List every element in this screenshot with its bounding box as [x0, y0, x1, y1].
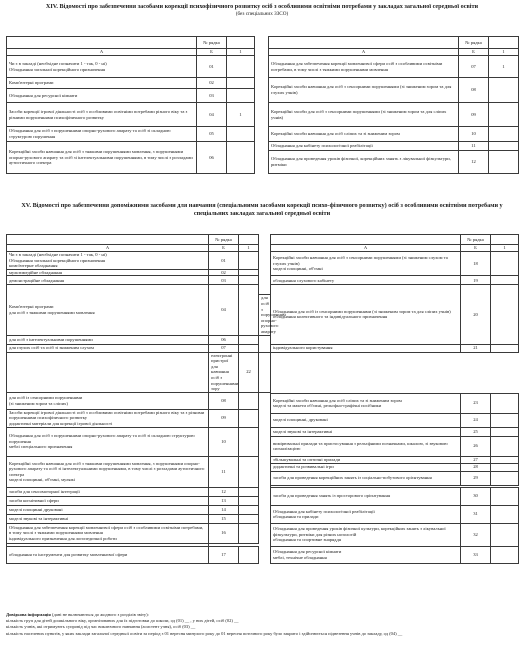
- section1-header: [6, 3, 518, 17]
- row-code: 20: [461, 285, 491, 344]
- row-value-cell[interactable]: [491, 471, 519, 485]
- header-blank: [7, 37, 197, 49]
- row-code: 08: [459, 78, 489, 103]
- row-name: Комп'ютерні програми для осіб з тяжкими порушеннями мовлення: [7, 285, 209, 335]
- section2-header: [6, 202, 518, 217]
- row-code: 13: [209, 496, 239, 505]
- header-col-1: 1: [489, 49, 519, 56]
- row-code: 15: [209, 514, 239, 523]
- row-value-cell[interactable]: [489, 103, 519, 127]
- row-value-cell[interactable]: [489, 151, 519, 174]
- row-value-cell[interactable]: [491, 456, 519, 463]
- row-value-cell[interactable]: [227, 89, 255, 103]
- spacer: [7, 352, 209, 392]
- header-col-a: А: [7, 49, 197, 56]
- spacer: [259, 269, 271, 276]
- spacer: [259, 427, 271, 436]
- row-name: вимірювальні прилади та пристосування з рельєфними позначками, шкалою, зі звуковою сигналізацією: [271, 436, 461, 456]
- header-col-a: А: [269, 49, 459, 56]
- row-code: 02: [209, 269, 239, 276]
- header-blank: [7, 235, 209, 245]
- header-col-1: 1: [491, 245, 519, 252]
- row-value-cell[interactable]: [491, 505, 519, 523]
- spacer: [255, 103, 269, 127]
- row-value-cell[interactable]: 1: [489, 56, 519, 78]
- row-name: для глухих осіб та осіб зі зниженим слухом: [7, 344, 209, 352]
- row-code: 33: [461, 546, 491, 563]
- row-code: 22: [239, 352, 259, 392]
- spacer: [255, 78, 269, 89]
- row-code: 09: [209, 409, 239, 427]
- row-code: 29: [461, 471, 491, 485]
- section1-note: (без спеціальних ЗЗСО): [235, 10, 289, 17]
- row-value-cell[interactable]: [259, 352, 271, 392]
- spacer: [259, 496, 271, 505]
- row-value-cell[interactable]: [239, 276, 259, 285]
- spacer: [259, 514, 271, 523]
- row-code: 11: [209, 456, 239, 487]
- row-value-cell[interactable]: [239, 546, 259, 563]
- section1-title: XIV. Відомості про забезпечення засобами корекції психофізичного розвитку осіб з особливими освітніми потребами у закладах загальної середньої освіти: [45, 3, 479, 10]
- row-value-cell[interactable]: [491, 252, 519, 276]
- row-value-cell[interactable]: [491, 463, 519, 471]
- row-name: обладнання та інструменти для розвитку мовленнєвої сфери: [7, 546, 209, 563]
- header-blank: [269, 37, 459, 49]
- row-name: Обладнання для осіб з порушеннями опорно-рухового апарату та осіб зі складною структурою порушення меблі спеціального призначення: [7, 427, 209, 456]
- header-blank: [227, 37, 255, 49]
- row-name: Обладнання для ресурсної кімнати меблі, технічне обладнання: [271, 546, 461, 563]
- info-line: кількість учнів, які отримують супровід під час виключного навчання (асистент учня), осіб (03) __: [6, 624, 196, 630]
- spacer: [259, 456, 271, 463]
- row-name: Корекційні засоби навчання для осіб сліпих та зі зниженим зором моделі та макети об'ємні, рельєфно-графічні посібники: [271, 393, 461, 413]
- row-value-cell[interactable]: [239, 523, 259, 543]
- row-value-cell[interactable]: [239, 392, 259, 409]
- header-blank: [489, 37, 519, 49]
- header-col-b: Б: [209, 245, 239, 252]
- row-name: дидактичні та розвивальні ігри: [271, 463, 461, 471]
- row-code: 26: [461, 436, 491, 456]
- row-value-cell[interactable]: [239, 427, 259, 456]
- row-value-cell[interactable]: [239, 505, 259, 514]
- row-value-cell[interactable]: [227, 78, 255, 89]
- row-name: моделі звукові та інтерактивні: [7, 514, 209, 523]
- row-value-cell[interactable]: [489, 78, 519, 103]
- row-code: 25: [461, 427, 491, 436]
- row-code: 11: [459, 142, 489, 151]
- row-code: 05: [197, 127, 227, 142]
- header-col-b: Б: [197, 49, 227, 56]
- row-name: електронні пристрої для навчання осіб з порушеннями зору: [209, 352, 239, 392]
- spacer: [255, 127, 269, 142]
- spacer: [259, 245, 271, 252]
- row-value-cell[interactable]: [491, 427, 519, 436]
- row-code: 30: [461, 487, 491, 505]
- spacer: [259, 505, 271, 514]
- row-code: 21: [461, 344, 491, 352]
- row-value-cell[interactable]: [239, 285, 259, 335]
- row-code: 32: [461, 523, 491, 546]
- row-name: Обладнання для кабінету психологічної реабілітації: [269, 142, 459, 151]
- row-name: Комп'ютерні програми: [7, 78, 197, 89]
- row-name: засоби когнітивної сфери: [7, 496, 209, 505]
- row-value-cell[interactable]: [489, 127, 519, 142]
- row-code: 01: [209, 252, 239, 270]
- spacer: [259, 235, 271, 245]
- row-name: моделі звукові та інтерактивні: [271, 427, 461, 436]
- row-value-cell[interactable]: [239, 335, 259, 344]
- spacer: [259, 285, 271, 295]
- row-code: 28: [461, 463, 491, 471]
- spacer: [259, 436, 271, 456]
- header-col-a: А: [7, 245, 209, 252]
- row-code: 01: [197, 56, 227, 78]
- row-code: 23: [461, 393, 491, 413]
- row-name: Корекційні засоби навчання для осіб з тяжкими порушеннями мовлення, з порушеннями опорно-рухового апарату та осіб зі інтелектуальними порушеннями, в тому числі з розладами аутистичного спектра моделі площинні, об'ємні, муляжі: [7, 456, 209, 487]
- header-col-1: 1: [227, 49, 255, 56]
- row-name: моделі площинні, друковані: [271, 413, 461, 427]
- row-code: 14: [209, 505, 239, 514]
- spacer: [259, 335, 271, 344]
- row-name: Обладнання для ресурсної кімнати: [7, 89, 197, 103]
- spacer: [255, 56, 269, 78]
- row-name: Обладнання для кабінету психологічної реабілітації обладнання та прилади: [271, 505, 461, 523]
- spacer: [255, 151, 269, 174]
- spacer: [259, 413, 271, 427]
- row-name: Засоби корекції ігрової діяльності осіб з особливими освітніми потребами різного віку та з різними порушеннями психофізичного розвитку дидактичні матеріали для корекції ігрової діяльності: [7, 409, 209, 427]
- row-name: Корекційні засоби навчання для осіб з сенсорними порушеннями (зі зниженим зором та для глухих учнів): [269, 78, 459, 103]
- section2-table: [6, 234, 519, 564]
- info-label: Довідкова інформація: [6, 612, 51, 617]
- row-name: обладнання слухового кабінету: [271, 276, 461, 285]
- row-name: Обладнання для проведення уроків фізичної, корекційних занять з лікувальної фізкультури, ритміки: [269, 151, 459, 174]
- spacer: [259, 344, 271, 352]
- header-row-number: № рядка: [197, 37, 227, 49]
- row-name: Обладнання для забезпечення корекції мовленнєвої сфери осіб з особливими освітніми потребами, в тому числі з тяжкими порушеннями мовлення: [269, 56, 459, 78]
- row-name: для осіб із сенсорними порушеннями (зі зниженим зором та сліпих): [7, 392, 209, 409]
- row-value-cell[interactable]: [239, 252, 259, 270]
- row-code: 10: [209, 427, 239, 456]
- row-value-cell[interactable]: [227, 56, 255, 78]
- row-name: Чи є в закладі (необхідне позначити 1 - так, 0 - ні) Обладнання загальної корекційного призначення комп'ютерне обладнання: [7, 252, 209, 270]
- row-value-cell[interactable]: [239, 514, 259, 523]
- info-line: (дані не включаються до жодного з розділів звіту):: [52, 612, 149, 617]
- row-name: демонстраційне обладнання: [7, 276, 209, 285]
- row-value-cell[interactable]: [491, 523, 519, 546]
- row-code: 31: [461, 505, 491, 523]
- row-value-cell[interactable]: [491, 413, 519, 427]
- row-name: Обладнання для проведення уроків фізичної культури, корекційних занять з лікувальної фізкультури, ритміки для різних нозологій обладнання та спортивне знаряддя: [271, 523, 461, 546]
- row-value-cell[interactable]: 1: [227, 103, 255, 127]
- row-name: Корекційні засоби навчання для осіб з сенсорними порушеннями (зі зниженим слухом та глухих учнів) моделі площинні, об'ємні: [271, 252, 461, 276]
- row-code: 27: [461, 456, 491, 463]
- row-value-cell[interactable]: [239, 456, 259, 487]
- row-value-cell[interactable]: [239, 487, 259, 496]
- row-value-cell[interactable]: [227, 142, 255, 174]
- header-col-a: А: [271, 245, 461, 252]
- row-value-cell[interactable]: [239, 269, 259, 276]
- row-name: засоби для проведення занять із просторового орієнтування: [271, 487, 461, 505]
- row-value-cell[interactable]: [227, 127, 255, 142]
- reference-info: [6, 612, 518, 637]
- row-code: 04: [209, 285, 239, 335]
- row-value-cell[interactable]: [491, 344, 519, 352]
- row-name: Корекційні засоби навчання для осіб з тяжкими порушеннями мовлення, з порушеннями опорно-рухового апарату та осіб зі інтелектуальними порушеннями, в тому числі з розладами аутистичного спектра: [7, 142, 197, 174]
- header-row-number: № рядка: [459, 37, 489, 49]
- section1-table: [6, 36, 519, 174]
- section2-title: XV. Відомості про забезпечення допоміжними засобами для навчання (спеціальними засобами корекції психо-фізичного розвитку) осіб з особливими освітніми потребами у спеціальних закладах загальної середньої освіти: [21, 202, 503, 217]
- row-name: Обладнання для осіб із сенсорними порушеннями (зі зниженим зором та для сліпих учнів) обладнання колективного та індивідуального призначення: [271, 285, 461, 344]
- row-name: Обладнання для осіб з порушеннями опорно-рухового апарату та осіб зі складною структурою порушення: [7, 127, 197, 142]
- header-blank: [491, 235, 519, 245]
- info-line: кількість груп для дітей дошкільного віку, організованих для їх підготовки до школи, од (01) __ , у них дітей, осіб (02) __: [6, 618, 239, 624]
- header-col-b: Б: [459, 49, 489, 56]
- spacer: [255, 49, 269, 56]
- header-row-number: № рядка: [209, 235, 239, 245]
- spacer: [259, 463, 271, 471]
- row-code: 19: [461, 276, 491, 285]
- spacer: [259, 487, 271, 496]
- row-name: індивідуального користування: [271, 344, 461, 352]
- row-name: для осіб з порушенням опорно-рухового апарату: [259, 295, 271, 335]
- row-code: 09: [459, 103, 489, 127]
- spacer: [255, 37, 269, 49]
- spacer: [259, 523, 271, 543]
- row-name: Корекційні засоби для осіб з сенсорними порушеннями (зі зниженим зором та для сліпих учнів): [269, 103, 459, 127]
- row-value-cell[interactable]: [491, 436, 519, 456]
- spacer: [259, 393, 271, 409]
- row-name: Корекційні засоби навчання для осіб сліпих та зі зниженим зором: [269, 127, 459, 142]
- row-name: Чи є в закладі (необхідне позначити 1 - так, 0 - ні) Обладнання загальної корекційного призначення: [7, 56, 197, 78]
- row-code: 17: [209, 546, 239, 563]
- row-code: 08: [209, 392, 239, 409]
- row-name: Засоби корекції ігрової діяльності осіб з особливими освітніми потребами різного віку та з різними порушеннями психофізичного розвитку: [7, 103, 197, 127]
- header-blank: [271, 235, 461, 245]
- row-name: засоби для сенсомоторної інтеграції: [7, 487, 209, 496]
- row-value-cell[interactable]: [491, 546, 519, 563]
- row-name: засоби для проведення корекційних занять із соціально-побутового орієнтування: [271, 471, 461, 485]
- header-blank: [239, 235, 259, 245]
- row-code: 04: [197, 103, 227, 127]
- row-code: 12: [459, 151, 489, 174]
- row-code: 12: [209, 487, 239, 496]
- row-name: збільшувальні та оптичні прилади: [271, 456, 461, 463]
- row-value-cell[interactable]: [239, 344, 259, 352]
- spacer: [259, 546, 271, 563]
- row-value-cell[interactable]: [491, 393, 519, 413]
- row-value-cell[interactable]: [491, 487, 519, 505]
- info-line: кількість населених пунктів, у яких заклади загальної середньої освіти за період з 01 вересня минулого року до 01 вересня поточного року було закрито і здійснюється підвезення учнів до закладу, од (04) __: [6, 630, 403, 636]
- row-code: 07: [209, 344, 239, 352]
- row-name: для осіб з інтелектуальними порушеннями: [7, 335, 209, 344]
- row-code: 24: [461, 413, 491, 427]
- row-code: 18: [461, 252, 491, 276]
- row-code: 10: [459, 127, 489, 142]
- row-name: Обладнання для забезпечення корекції мовленнєвої сфери осіб з особливими освітніми потребами, в тому числі з тяжкими порушеннями мовлення індивідуального призначення для логопедичної роботи: [7, 523, 209, 543]
- row-value-cell[interactable]: [239, 496, 259, 505]
- row-name: мультимедійне обладнання: [7, 269, 209, 276]
- row-code: 07: [459, 56, 489, 78]
- spacer: [255, 89, 269, 103]
- row-code: 16: [209, 523, 239, 543]
- spacer: [255, 142, 269, 151]
- row-name: моделі площинні друковані: [7, 505, 209, 514]
- row-value-cell[interactable]: [489, 142, 519, 151]
- header-col-1: 1: [239, 245, 259, 252]
- spacer: [259, 276, 271, 285]
- header-col-b: Б: [461, 245, 491, 252]
- spacer: [259, 252, 271, 270]
- row-code: 06: [209, 335, 239, 344]
- row-value-cell[interactable]: [491, 276, 519, 285]
- row-code: 03: [209, 276, 239, 285]
- row-code: 03: [197, 89, 227, 103]
- row-code: 02: [197, 78, 227, 89]
- header-row-number: № рядка: [461, 235, 491, 245]
- row-value-cell[interactable]: [491, 285, 519, 344]
- spacer: [259, 471, 271, 485]
- row-code: 06: [197, 142, 227, 174]
- row-value-cell[interactable]: [239, 409, 259, 427]
